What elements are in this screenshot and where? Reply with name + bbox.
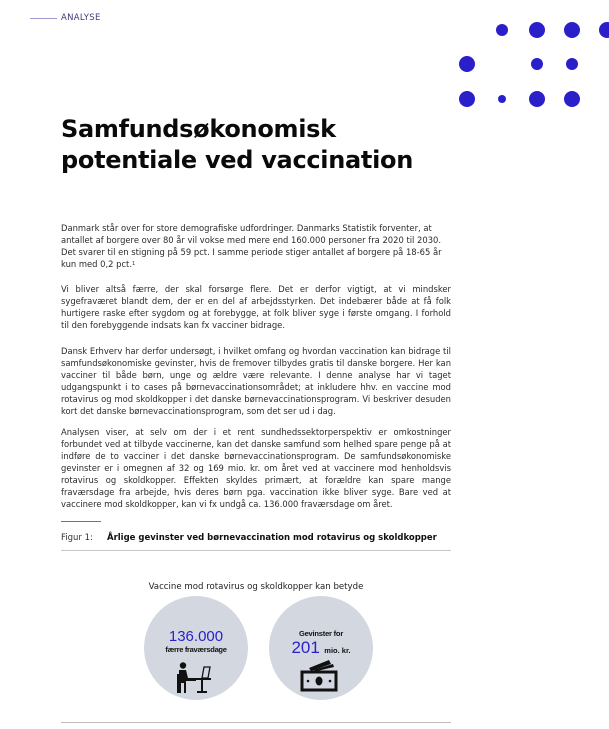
- decorative-dot: [459, 56, 475, 72]
- paragraph-3: Dansk Erhverv har derfor undersøgt, i hvilket omfang og hvordan vaccination kan bidrage til samfundsøkonomiske gevinster, hvis de fremover tilbydes gratis til danske borgere. Her kan vacciner til både børn, unge og ældre være relevante. I denne analyse har vi taget udgangspunkt i to cases på børnevaccinationsområdet; at inkludere hhv. en vaccine mod rotavirus og mod skoldkopper i det danske børnevaccinationsprogram. Vi beskriver desuden kort det danske børnevaccinationsprogram, som det ser ud i dag.: [61, 346, 451, 416]
- figure-number: Figur 1:: [61, 533, 93, 543]
- decorative-dot: [564, 91, 580, 107]
- footnote-marker[interactable]: 1: [132, 261, 136, 267]
- stat-label-absence-days: færre fraværsdage: [165, 645, 227, 654]
- figure-divider-bottom: [61, 722, 451, 723]
- figure-divider-top: [61, 550, 451, 551]
- section-label: ANALYSE: [61, 13, 101, 23]
- stat-circle-gains: [269, 596, 373, 700]
- section-tag: [30, 13, 101, 23]
- title-line-1: Samfundsøkonomisk: [61, 115, 336, 143]
- paragraph-2: Vi bliver altså færre, der skal forsørge flere. Det er derfor vigtigt, at vi mindsker sygefraværet blandt dem, der er en del af arbejdsstyrken. Det indebærer både at få folk hurtigere raske efter sygdom og at forebygge, at folk bliver syge i første omgang. I forhold til den forebyggende indsats kan fx vacciner bidrage.: [61, 284, 451, 330]
- title-line-2: potentiale ved vaccination: [61, 146, 413, 174]
- stat-circle-absence-days: [144, 596, 248, 700]
- decorative-dot: [459, 91, 475, 107]
- section-rule: [30, 18, 57, 19]
- paragraph-1-text: Danmark står over for store demografiske udfordringer. Danmarks Statistik forventer, at antallet af borgere over 80 år vil vokse med mere end 160.000 personer fra 2020 til 2030. Det svarer til en stigning på 59 pct. I samme periode stiger antallet af borgere på 18-65 år kun med 0,2 pct.: [61, 223, 442, 269]
- stat-row-gains: [269, 639, 373, 660]
- stat-value-gains: 201: [291, 638, 320, 657]
- figure-heading: Vaccine mod rotavirus og skoldkopper kan betyde: [148, 582, 364, 592]
- decorative-dot: [531, 58, 543, 70]
- decorative-dot: [599, 22, 609, 38]
- page-title: [61, 114, 461, 176]
- decorative-dot: [529, 22, 545, 38]
- decorative-dot: [566, 58, 578, 70]
- figure-caption: [61, 533, 437, 543]
- person-at-desk-icon: [177, 662, 213, 694]
- paragraph-1: [61, 222, 451, 270]
- decorative-dot: [564, 22, 580, 38]
- stat-unit-gains: mio. kr.: [324, 646, 351, 655]
- figure-caption-text: Årlige gevinster ved børnevaccination mod rotavirus og skoldkopper: [107, 533, 437, 543]
- stat-prefix-gains: Gevinster for: [298, 629, 344, 638]
- decorative-dot: [529, 91, 545, 107]
- decorative-dot: [498, 95, 506, 103]
- decorative-dot: [496, 24, 508, 36]
- stat-value-absence-days: 136.000: [168, 628, 224, 645]
- banknotes-icon: [299, 658, 341, 692]
- paragraph-4: Analysen viser, at selv om der i et rent sundhedssektorperspektiv er omkostninger forbundet ved at tilbyde vaccinerne, kan det danske samfund som helhed spare penge på at indføre de to vacciner i det danske børnevaccinationsprogram. De samfundsøkonomiske gevinster er i omegnen af 32 og 169 mio. kr. om året ved at vaccinere mod henholdsvis rotavirus og skoldkopper. Effekten skyldes primært, at forældre kan spare mange fraværsdage fra arbejde, hvis deres børn pga. vaccination ikke bliver syge. Bare ved at vaccinere mod skoldkopper, kan vi fx undgå ca. 136.000 fraværsdage om året.: [61, 427, 451, 509]
- figure-accent-rule: [61, 521, 101, 522]
